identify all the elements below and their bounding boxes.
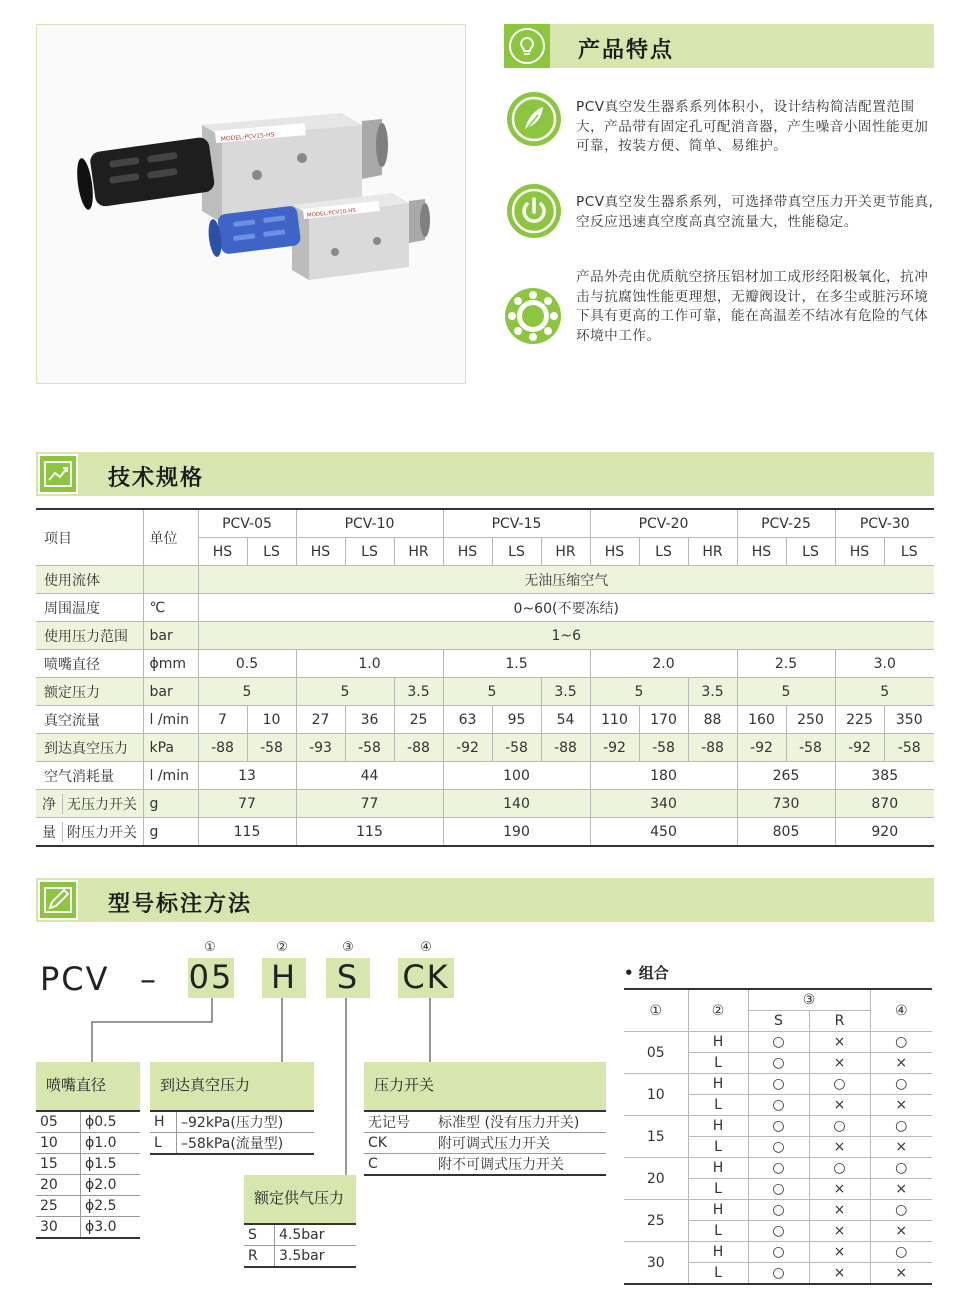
col-unit: 单位 xyxy=(143,510,198,566)
cell: H xyxy=(688,1116,748,1137)
header-cell: R xyxy=(809,1011,870,1032)
cell: 180 xyxy=(590,762,737,790)
cell: -88 xyxy=(198,734,247,762)
nozzle-legend-title: 喷嘴直径 xyxy=(36,1062,140,1110)
cell: 5 xyxy=(443,678,541,706)
cell: 340 xyxy=(590,790,737,818)
cell: C xyxy=(364,1154,434,1176)
cell: 350 xyxy=(884,706,934,734)
cell: L xyxy=(688,1137,748,1158)
cell: ○ xyxy=(748,1032,809,1053)
cell: × xyxy=(870,1053,932,1074)
product-label-top: MODEL:PCV15-HS xyxy=(220,131,275,143)
cell: 115 xyxy=(198,818,296,846)
cell: H xyxy=(688,1032,748,1053)
cell: L xyxy=(150,1133,177,1155)
row-unit: bar xyxy=(143,678,198,706)
cell: H xyxy=(688,1200,748,1221)
cell: 标准型 (没有压力开关) xyxy=(434,1111,606,1133)
nozzle-legend xyxy=(36,1110,140,1239)
row-label: 额定压力 xyxy=(36,678,143,706)
cell: 27 xyxy=(296,706,345,734)
cell: 225 xyxy=(835,706,884,734)
cell: H xyxy=(688,1158,748,1179)
row-label: 周围温度 xyxy=(36,594,143,622)
cell: -92 xyxy=(590,734,639,762)
switch-legend xyxy=(364,1110,606,1176)
cell: 05 xyxy=(36,1111,81,1133)
cell: 95 xyxy=(492,706,541,734)
cell: ϕ1.5 xyxy=(81,1154,141,1175)
cell: 3.5bar xyxy=(275,1246,357,1268)
cell: ○ xyxy=(748,1221,809,1242)
cell: 115 xyxy=(296,818,443,846)
cell: × xyxy=(809,1137,870,1158)
cell: 870 xyxy=(835,790,934,818)
header-cell: ④ xyxy=(870,989,932,1032)
cell: L xyxy=(688,1053,748,1074)
size-cell: 15 xyxy=(624,1116,688,1158)
cell: -58 xyxy=(786,734,835,762)
row-unit: l /min xyxy=(143,762,198,790)
row-unit: ϕmm xyxy=(143,650,198,678)
cell: ϕ1.0 xyxy=(81,1133,141,1154)
cell: ϕ2.5 xyxy=(81,1196,141,1217)
cell: ○ xyxy=(748,1137,809,1158)
cell: 1~6 xyxy=(198,622,934,650)
cell: × xyxy=(809,1242,870,1263)
cell: 无记号 xyxy=(364,1111,434,1133)
cell: -93 xyxy=(296,734,345,762)
cell: 2.0 xyxy=(590,650,737,678)
cell: 100 xyxy=(443,762,590,790)
cell: 5 xyxy=(737,678,835,706)
cell: 4.5bar xyxy=(275,1224,357,1246)
circled-number: ③ xyxy=(342,940,354,955)
cell: 无油压缩空气 xyxy=(198,566,934,594)
cell: ○ xyxy=(748,1158,809,1179)
sub-label: 附压力开关 xyxy=(62,822,137,842)
cell: ○ xyxy=(748,1200,809,1221)
cell: 63 xyxy=(443,706,492,734)
cell: L xyxy=(688,1221,748,1242)
row-unit: l /min xyxy=(143,706,198,734)
cell: S xyxy=(244,1224,275,1246)
cell: ϕ3.0 xyxy=(81,1217,141,1239)
cell: 805 xyxy=(737,818,835,846)
cell: ○ xyxy=(809,1074,870,1095)
cell: × xyxy=(809,1095,870,1116)
model-header: PCV-25 xyxy=(737,510,835,538)
supply-legend-title: 额定供气压力 xyxy=(244,1175,356,1223)
cell: -88 xyxy=(688,734,737,762)
table-row xyxy=(624,1158,932,1179)
cell: 385 xyxy=(835,762,934,790)
size-cell: 10 xyxy=(624,1074,688,1116)
cell: 25 xyxy=(394,706,443,734)
variant: HR xyxy=(688,538,737,566)
code-dash: – xyxy=(140,960,158,998)
cell: ○ xyxy=(748,1263,809,1285)
spec-title: 技术规格 xyxy=(108,466,205,491)
features-title: 产品特点 xyxy=(578,38,675,63)
vacuum-legend xyxy=(150,1110,314,1155)
variant: HR xyxy=(394,538,443,566)
cell: × xyxy=(809,1032,870,1053)
cell: L xyxy=(688,1095,748,1116)
cell: 3.5 xyxy=(394,678,443,706)
cell: R xyxy=(244,1246,275,1268)
header-cell: S xyxy=(748,1011,809,1032)
cell: 1.5 xyxy=(443,650,590,678)
cell: × xyxy=(809,1221,870,1242)
cell: 77 xyxy=(198,790,296,818)
cell: ○ xyxy=(748,1053,809,1074)
product-label-bottom: MODEL:PCV10-HS xyxy=(306,207,357,219)
cell: 附可调式压力开关 xyxy=(434,1133,606,1154)
cell: ○ xyxy=(809,1116,870,1137)
weight-label: 量 xyxy=(42,824,56,841)
row-label: 喷嘴直径 xyxy=(36,650,143,678)
cell: 730 xyxy=(737,790,835,818)
model-header: PCV-30 xyxy=(835,510,934,538)
cell: × xyxy=(870,1095,932,1116)
cell: ○ xyxy=(748,1095,809,1116)
model-title: 型号标注方法 xyxy=(108,892,253,917)
cell: ϕ0.5 xyxy=(81,1111,141,1133)
cell: ○ xyxy=(870,1242,932,1263)
cell: 250 xyxy=(786,706,835,734)
cell: 88 xyxy=(688,706,737,734)
table-row xyxy=(624,1032,932,1053)
cell: 920 xyxy=(871,823,899,840)
cell: ○ xyxy=(748,1074,809,1095)
variant: HS xyxy=(835,538,884,566)
feature-text-1: PCV真空发生器系系列体积小，设计结构简洁配置范围大，产品带有固定孔可配消音器，产生噪音小固性能更加可靠，按装方便、简单、易维护。 xyxy=(576,99,929,154)
variant: LS xyxy=(345,538,394,566)
cell: 13 xyxy=(198,762,296,790)
size-cell: 25 xyxy=(624,1200,688,1242)
cell: -88 xyxy=(394,734,443,762)
cell: 170 xyxy=(639,706,688,734)
cell: ○ xyxy=(870,1200,932,1221)
cell: × xyxy=(809,1053,870,1074)
cell: 25 xyxy=(36,1196,81,1217)
header-cell: ② xyxy=(688,989,748,1032)
code-part-vacuum: H xyxy=(262,958,306,998)
cell: -92 xyxy=(443,734,492,762)
circled-number: ① xyxy=(204,940,216,955)
variant: HS xyxy=(737,538,786,566)
weight-label: 净 xyxy=(42,796,56,813)
cell: ○ xyxy=(748,1116,809,1137)
cell: 140 xyxy=(443,790,590,818)
variant: LS xyxy=(492,538,541,566)
model-header: PCV-10 xyxy=(296,510,443,538)
cell: 450 xyxy=(590,818,737,846)
combo-header-row xyxy=(624,989,932,1011)
cell: 1.0 xyxy=(296,650,443,678)
circled-number: ② xyxy=(276,940,288,955)
header-cell: ③ xyxy=(748,989,870,1011)
cell: ϕ2.0 xyxy=(81,1175,141,1196)
cell: -92 xyxy=(737,734,786,762)
size-cell: 20 xyxy=(624,1158,688,1200)
cell: -58 xyxy=(345,734,394,762)
cell: 30 xyxy=(36,1217,81,1239)
cell: 5 xyxy=(590,678,688,706)
cell: 7 xyxy=(198,706,247,734)
cell: L xyxy=(688,1263,748,1285)
cell: 附不可调式压力开关 xyxy=(434,1154,606,1176)
cell: -88 xyxy=(541,734,590,762)
table-row xyxy=(624,1200,932,1221)
combo-table xyxy=(624,988,932,1285)
cell: × xyxy=(870,1137,932,1158)
cell: 5 xyxy=(198,678,296,706)
cell: ○ xyxy=(870,1074,932,1095)
variant: HS xyxy=(198,538,247,566)
cell: 5 xyxy=(835,678,934,706)
variant: HR xyxy=(541,538,590,566)
cell: 36 xyxy=(345,706,394,734)
table-row xyxy=(624,1116,932,1137)
cell: 3.5 xyxy=(541,678,590,706)
cell: 44 xyxy=(296,762,443,790)
row-label: 到达真空压力 xyxy=(36,734,143,762)
header-cell: ① xyxy=(624,989,688,1032)
cell: H xyxy=(688,1242,748,1263)
cell: 10 xyxy=(247,706,296,734)
feature-text-3: 产品外壳由优质航空挤压铝材加工成形经阳极氧化，抗冲击与抗腐蚀性能更理想，无瓣阀设计，在多尘或脏污环境下具有更高的工作可靠，能在高温差不结冰有危险的气体环境中工作。 xyxy=(576,269,929,344)
cell: 110 xyxy=(590,706,639,734)
cell: 190 xyxy=(443,818,590,846)
row-unit: ℃ xyxy=(143,594,198,622)
cell: × xyxy=(870,1263,932,1285)
cell: 0~60(不要冻结) xyxy=(198,594,934,622)
model-header: PCV-05 xyxy=(198,510,296,538)
cell: 10 xyxy=(36,1133,81,1154)
cell: × xyxy=(870,1221,932,1242)
cell: 2.5 xyxy=(737,650,835,678)
model-header: PCV-20 xyxy=(590,510,737,538)
cell: –58kPa(流量型) xyxy=(177,1133,315,1155)
row-label: 真空流量 xyxy=(36,706,143,734)
cell: -58 xyxy=(247,734,296,762)
code-prefix: PCV xyxy=(40,960,110,998)
row-unit: kPa xyxy=(143,734,198,762)
variant: HS xyxy=(590,538,639,566)
switch-legend-title: 压力开关 xyxy=(364,1062,606,1110)
variant: LS xyxy=(884,538,934,566)
circled-number: ④ xyxy=(420,940,432,955)
code-part-nozzle: 05 xyxy=(188,958,234,996)
cell: ○ xyxy=(809,1158,870,1179)
supply-legend xyxy=(244,1223,356,1268)
code-part-supply: S xyxy=(326,958,370,998)
cell: 3.5 xyxy=(688,678,737,706)
cell: × xyxy=(809,1179,870,1200)
cell: × xyxy=(809,1200,870,1221)
row-label: 使用流体 xyxy=(36,566,143,594)
variant: LS xyxy=(639,538,688,566)
cell: H xyxy=(150,1111,177,1133)
cell: -58 xyxy=(884,734,934,762)
cell: × xyxy=(870,1179,932,1200)
variant: HS xyxy=(296,538,345,566)
cell: –92kPa(压力型) xyxy=(177,1111,315,1133)
cell: -58 xyxy=(639,734,688,762)
size-cell: 05 xyxy=(624,1032,688,1074)
cell: CK xyxy=(364,1133,434,1154)
cell: 0.5 xyxy=(198,650,296,678)
cell: -92 xyxy=(835,734,884,762)
code-part-switch: CK xyxy=(398,958,454,998)
cell: 54 xyxy=(541,706,590,734)
cell: 15 xyxy=(36,1154,81,1175)
table-row xyxy=(624,1242,932,1263)
cell: ○ xyxy=(870,1116,932,1137)
cell: 160 xyxy=(737,706,786,734)
row-label: 空气消耗量 xyxy=(36,762,143,790)
feature-text-2: PCV真空发生器系系列，可选择带真空压力开关更节能真,空反应迅速真空度高真空流量大，性能稳定。 xyxy=(576,194,934,230)
col-item: 项目 xyxy=(36,510,143,566)
cell: ○ xyxy=(870,1032,932,1053)
size-cell: 30 xyxy=(624,1242,688,1285)
cell: × xyxy=(809,1263,870,1285)
combo-title: • 组合 xyxy=(624,964,669,982)
cell: ○ xyxy=(870,1158,932,1179)
row-unit: g xyxy=(143,818,198,846)
cell: 265 xyxy=(737,762,835,790)
cell: -58 xyxy=(492,734,541,762)
cell: 77 xyxy=(296,790,443,818)
cell: H xyxy=(688,1074,748,1095)
cell: ○ xyxy=(748,1179,809,1200)
cell: 20 xyxy=(36,1175,81,1196)
vacuum-legend-title: 到达真空压力 xyxy=(150,1062,314,1110)
cell: 3.0 xyxy=(835,650,934,678)
row-unit: g xyxy=(143,790,198,818)
variant: LS xyxy=(786,538,835,566)
table-row xyxy=(624,1074,932,1095)
row-label: 使用压力范围 xyxy=(36,622,143,650)
row-unit: bar xyxy=(143,622,198,650)
cell: 5 xyxy=(296,678,394,706)
cell: L xyxy=(688,1179,748,1200)
model-header: PCV-15 xyxy=(443,510,590,538)
sub-label: 无压力开关 xyxy=(62,794,137,814)
cell: ○ xyxy=(748,1242,809,1263)
variant: LS xyxy=(247,538,296,566)
variant: HS xyxy=(443,538,492,566)
